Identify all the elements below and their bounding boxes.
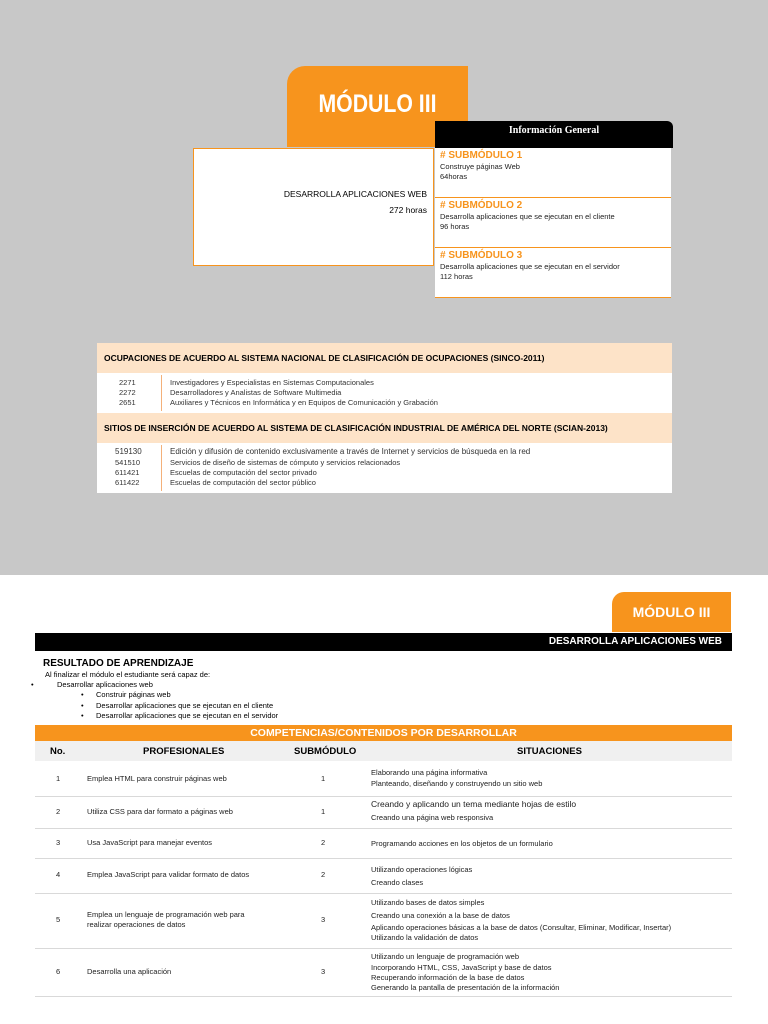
- submodule-desc: Desarrolla aplicaciones que se ejecutan en el servidor: [440, 262, 620, 271]
- row-sit: Creando una página web responsiva: [371, 813, 494, 822]
- submodule-title: # SUBMÓDULO 3: [440, 250, 523, 261]
- row-sub: 3: [321, 967, 326, 976]
- row-sit: Utilizando bases de datos simples: [371, 898, 485, 907]
- learning-result-item: Desarrollar aplicaciones que se ejecutan en el servidor: [96, 711, 279, 720]
- occupations-box: [97, 343, 672, 493]
- submodule-hours: 112 horas: [440, 272, 473, 281]
- row-sub: 3: [321, 915, 326, 924]
- module-hours: 272 horas: [389, 205, 427, 215]
- row-prof: Emplea JavaScript para validar formato de datos: [87, 870, 250, 879]
- row-sit: Utilizando operaciones lógicas: [371, 865, 473, 874]
- submodule-hours: 96 horas: [440, 222, 470, 231]
- col-profesionales: PROFESIONALES: [143, 746, 225, 757]
- row-sub: 1: [321, 807, 326, 816]
- competencias-header: COMPETENCIAS/CONTENIDOS POR DESARROLLAR: [35, 725, 732, 741]
- row-no: 2: [56, 807, 61, 816]
- row-sit: Elaborando una página informativa: [371, 768, 488, 777]
- sinco-desc: Auxiliares y Técnicos en Informática y en Equipos de Comunicación y Grabación: [170, 398, 438, 407]
- module-title-bar: DESARROLLA APLICACIONES WEB: [35, 633, 732, 651]
- learning-result-title: RESULTADO DE APRENDIZAJE: [43, 658, 194, 669]
- scian-desc: Edición y difusión de contenido exclusivamente a través de Internet y servicios de búsqueda en la red: [170, 447, 531, 456]
- row-sit: Recuperando información de la base de datos: [371, 973, 525, 982]
- learning-result-intro: Al finalizar el módulo el estudiante será capaz de:: [45, 670, 211, 679]
- scian-code: 519130: [115, 447, 142, 456]
- module-tab-2: MÓDULO III: [612, 592, 731, 632]
- row-no: 1: [56, 774, 61, 783]
- row-no: 5: [56, 915, 61, 924]
- row-sit: Creando clases: [371, 878, 424, 887]
- row-sub: 1: [321, 774, 326, 783]
- sinco-code: 2651: [119, 398, 136, 407]
- scian-code: 541510: [115, 458, 141, 467]
- learning-result-item: Construir páginas web: [96, 690, 171, 699]
- sinco-desc: Desarrolladores y Analistas de Software Multimedia: [170, 388, 342, 397]
- row-sit: Incorporando HTML, CSS, JavaScript y base de datos: [371, 963, 552, 972]
- row-prof: Usa JavaScript para manejar eventos: [87, 838, 213, 847]
- col-submodulo: SUBMÓDULO: [294, 746, 357, 757]
- learning-result-main: Desarrollar aplicaciones web: [57, 680, 153, 689]
- submodule-3: [435, 248, 671, 298]
- row-prof: Emplea HTML para construir páginas web: [87, 774, 227, 783]
- submodule-2: [435, 198, 671, 248]
- scian-desc: Servicios de diseño de sistemas de cómputo y servicios relacionados: [170, 458, 401, 467]
- sinco-code: 2271: [119, 378, 136, 387]
- row-prof: Desarrolla una aplicación: [87, 967, 172, 976]
- submodule-title: # SUBMÓDULO 1: [440, 150, 523, 161]
- sinco-code: 2272: [119, 388, 136, 397]
- row-sit: Planteando, diseñando y construyendo un sitio web: [371, 779, 543, 788]
- submodule-hours: 64horas: [440, 172, 468, 181]
- scian-code: 611421: [115, 468, 140, 477]
- bullet-icon: •: [81, 690, 84, 699]
- row-sit: Creando una conexión a la base de datos: [371, 911, 510, 920]
- row-sit: Creando y aplicando un tema mediante hojas de estilo: [371, 799, 577, 809]
- bullet-icon: •: [81, 701, 84, 710]
- col-no: No.: [50, 746, 66, 757]
- bullet-icon: •: [81, 711, 84, 720]
- sinco-header: OCUPACIONES DE ACUERDO AL SISTEMA NACIONAL DE CLASIFICACIÓN DE OCUPACIONES (SINCO-2011): [97, 343, 672, 373]
- sinco-desc: Investigadores y Especialistas en Sistemas Computacionales: [170, 378, 374, 387]
- row-sit: Utilizando la validación de datos: [371, 933, 479, 942]
- info-header: Información General: [435, 121, 673, 148]
- submodule-desc: Construye páginas Web: [440, 162, 520, 171]
- row-no: 4: [56, 870, 61, 879]
- submodule-desc: Desarrolla aplicaciones que se ejecutan en el cliente: [440, 212, 615, 221]
- submodule-1: [435, 148, 671, 198]
- row-sit: Programando acciones en los objetos de un formulario: [371, 839, 553, 848]
- scian-desc: Escuelas de computación del sector privado: [170, 468, 317, 477]
- module-title: MÓDULO III: [318, 90, 437, 118]
- row-sit: Utilizando un lenguaje de programación web: [371, 952, 520, 961]
- scian-code: 611422: [115, 478, 140, 487]
- module-main-box: [193, 148, 434, 266]
- row-no: 3: [56, 838, 61, 847]
- row-sub: 2: [321, 838, 326, 847]
- row-sit: Generando la pantalla de presentación de la información: [371, 983, 560, 992]
- row-no: 6: [56, 967, 61, 976]
- row-prof: realizar operaciones de datos: [87, 920, 186, 929]
- scian-header: SITIOS DE INSERCIÓN DE ACUERDO AL SISTEMA DE CLASIFICACIÓN INDUSTRIAL DE AMÉRICA DEL NORTE (SCIAN-2013): [97, 413, 672, 443]
- learning-result-item: Desarrollar aplicaciones que se ejecutan en el cliente: [96, 701, 274, 710]
- submodule-title: # SUBMÓDULO 2: [440, 200, 523, 211]
- scian-desc: Escuelas de computación del sector público: [170, 478, 316, 487]
- col-situaciones: SITUACIONES: [517, 746, 582, 757]
- row-prof: Emplea un lenguaje de programación web para: [87, 910, 245, 919]
- row-sit: Aplicando operaciones básicas a la base de datos (Consultar, Eliminar, Modificar, Insertar): [371, 923, 672, 932]
- row-sub: 2: [321, 870, 326, 879]
- row-prof: Utiliza CSS para dar formato a páginas web: [87, 807, 233, 816]
- table-header: [35, 741, 732, 761]
- module-name: DESARROLLA APLICACIONES WEB: [283, 189, 427, 199]
- bullet-icon: •: [31, 680, 34, 689]
